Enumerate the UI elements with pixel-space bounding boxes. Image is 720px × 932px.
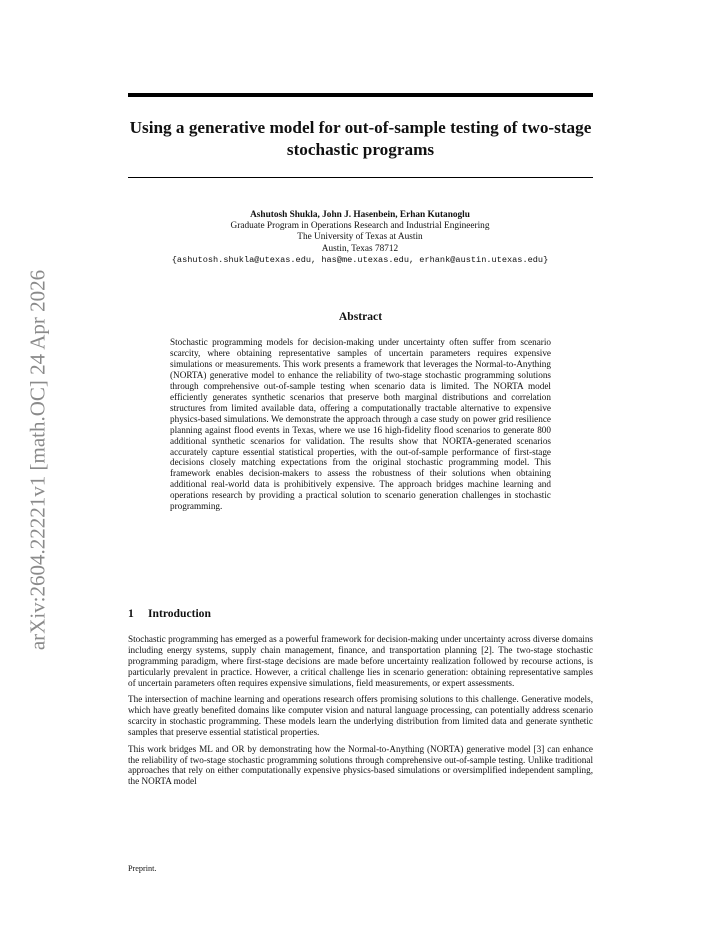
author-block <box>100 210 620 266</box>
section-body <box>128 634 593 793</box>
section-number: 1 <box>128 607 134 620</box>
author-university: The University of Texas at Austin <box>297 232 423 243</box>
abstract-text: Stochastic programming models for decision-making under uncertainty often suffer from scenario scarcity, where obtaining representative samples of uncertain parameters requires expensive simulations or measurements. This work presents a framework that leverages the Normal-to-Anything (NORTA) generative model to enhance the reliability of two-stage stochastic programming solutions through comprehensive out-of-sample testing when scenario data is limited. The NORTA model efficiently generates synthetic scenarios that preserve both marginal distributions and correlation structures from limited available data, offering a computationally tractable alternative to expensive physics-based simulations. We demonstrate the approach through a case study on power grid resilience planning against flood events in Texas, where we use 16 high-fidelity flood scenarios to generate 800 additional synthetic scenarios for validation. The results show that NORTA-generated scenarios accurately capture essential statistical properties, with the out-of-sample performance of first-stage decisions closely matching expectations from the original stochastic programming model. This framework enables decision-makers to assess the robustness of their solutions when obtaining additional real-world data is prohibitively expensive. The approach bridges machine learning and operations research by providing a practical solution to scenario generation challenges in stochastic programming. <box>170 337 551 512</box>
paragraph: The intersection of machine learning and operations research offers promising solutions to this challenge. Generative models, which have greatly benefited domains like computer vision and natural language processing, can potentially address scenario scarcity in stochastic programming. These models learn the underlying distribution from limited data and generate synthetic samples that preserve essential statistical properties. <box>128 694 593 738</box>
author-emails: {ashutosh.shukla@utexas.edu, has@me.utexas.edu, erhank@austin.utexas.edu} <box>171 254 549 265</box>
paragraph: This work bridges ML and OR by demonstrating how the Normal-to-Anything (NORTA) generative model [3] can enhance the reliability of two-stage stochastic programming solutions through comprehensive out-of-sample testing. Unlike traditional approaches that rely on either computationally expensive physics-based simulations or oversimplified independent sampling, the NORTA model <box>128 743 593 787</box>
footer-note: Preprint. <box>128 864 157 873</box>
paragraph: Stochastic programming has emerged as a powerful framework for decision-making under uncertainty across diverse domains including energy systems, supply chain management, finance, and transportation planning [2]. The two-stage stochastic programming paradigm, where first-stage decisions are made before uncertainty realization followed by recourse actions, is particularly prevalent in practice. However, a critical challenge lies in scenario generation: obtaining representative samples of uncertain parameters often requires expensive simulations, field measurements, or expert assessments. <box>128 634 593 688</box>
author-names: Ashutosh Shukla, John J. Hasenbein, Erhan Kutanoglu <box>250 210 470 220</box>
section-heading <box>128 607 211 620</box>
paper-title: Using a generative model for out-of-sample testing of two-stage stochastic programs <box>129 118 592 159</box>
author-address: Austin, Texas 78712 <box>321 243 399 254</box>
section-title: Introduction <box>148 607 211 620</box>
title-bottom-rule <box>128 177 593 178</box>
title-top-rule <box>128 93 593 97</box>
abstract-heading: Abstract <box>338 310 383 323</box>
author-affiliation: Graduate Program in Operations Research and Industrial Engineering <box>230 221 490 232</box>
arxiv-identifier: arXiv:2604.22221v1 [math.OC] 24 Apr 2026 <box>25 269 50 651</box>
